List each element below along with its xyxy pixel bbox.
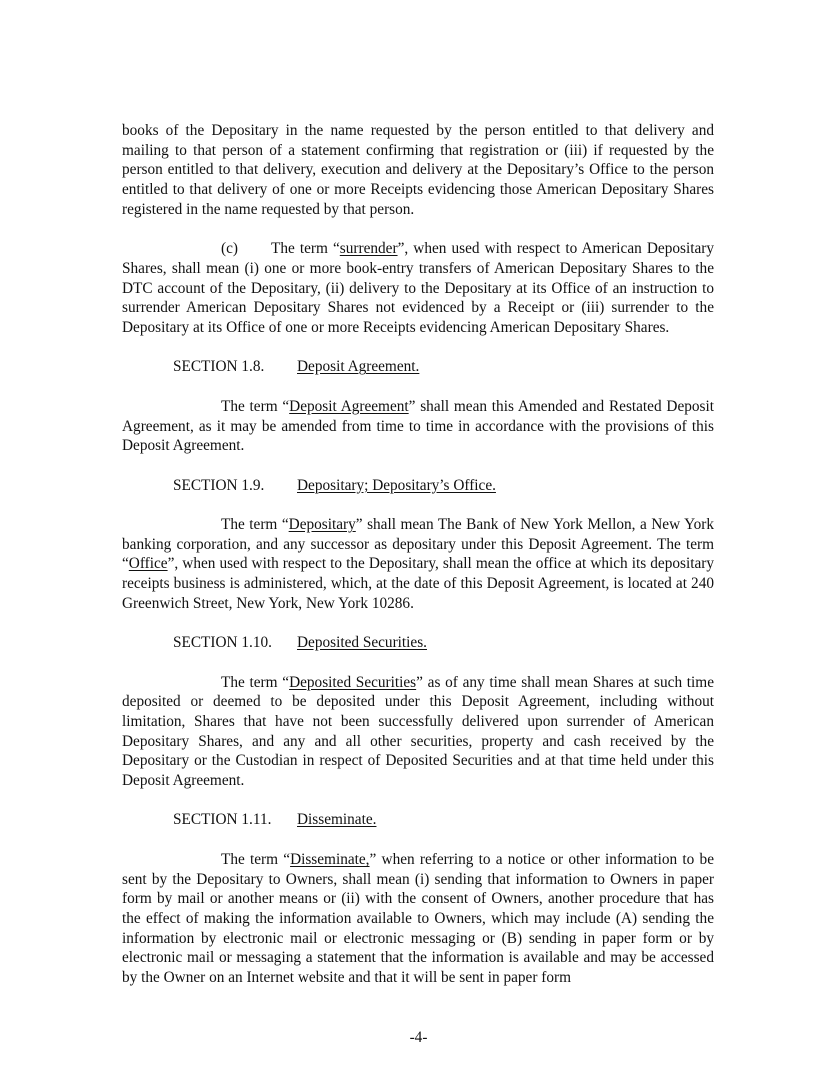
section-number: SECTION 1.9. xyxy=(173,476,265,494)
defined-term-surrender: surrender xyxy=(339,240,398,258)
defined-term-depositary: Depositary xyxy=(288,515,356,533)
defined-term-office: Office xyxy=(128,555,168,573)
defined-term-deposit-agreement: Deposit Agreement xyxy=(289,397,409,415)
section-1-8-paragraph: The term “Deposit Agreement” shall mean this Amended and Restated Deposit Agreement, as it may be amended from time to time in accordance with the provisions of this Deposit Agreement. xyxy=(122,397,714,455)
continuation-paragraph: books of the Depositary in the name requested by the person entitled to that delivery and mailing to that person of a statement confirming that registration or (iii) if requested by the person entitled to that delivery, execution and delivery at the Depositary’s Office to the person entitled to that delivery of one or more Receipts evidencing those American Depositary Shares registered in the name requested by that person. xyxy=(122,122,714,218)
section-number: SECTION 1.11. xyxy=(173,811,272,829)
section-heading-1-8 xyxy=(122,357,714,377)
section-heading-1-10 xyxy=(122,633,714,653)
defined-term-deposited-securities: Deposited Securities xyxy=(289,673,417,691)
section-title: Deposited Securities. xyxy=(297,634,427,652)
clause-c-paragraph: (c) The term “surrender”, when used with respect to American Depositary Shares, shall mean (i) one or more book-entry transfers of American Depositary Shares to the DTC account of the Depositary, (ii) delivery to the Depositary at its Office of an instruction to surrender American Depositary Shares not evidenced by a Receipt or (iii) surrender to the Depositary at its Office of one or more Receipts evidencing American Depositary Shares. xyxy=(122,240,714,337)
section-1-10-paragraph: The term “Deposited Securities” as of any time shall mean Shares at such time deposited or deemed to be deposited under this Deposit Agreement, including without limitation, Shares that have not been successfully delivered upon surrender of American Depositary Shares, and any and all other securities, property and cash received by the Depositary or the Custodian in respect of Deposited Securities and at that time held under this Deposit Agreement. xyxy=(122,673,714,790)
defined-term-disseminate: Disseminate, xyxy=(290,850,370,868)
section-heading-1-9 xyxy=(122,476,714,496)
section-title: Depositary; Depositary’s Office. xyxy=(297,476,496,494)
section-heading-1-11 xyxy=(122,810,714,830)
section-title: Disseminate. xyxy=(297,811,377,829)
page-body xyxy=(122,121,714,988)
page-number: -4- xyxy=(409,1029,428,1046)
section-1-11-paragraph: The term “Disseminate,” when referring to a notice or other information to be sent by the Depositary to Owners, shall mean (i) sending that information to Owners in paper form by mail or another means or (ii) with the consent of Owners, another procedure that has the effect of making the information available to Owners, which may include (A) sending the information by electronic mail or electronic messaging or (B) sending in paper form or by electronic mail or messaging a statement that the information is available and may be accessed by the Owner on an Internet website and that it will be sent in paper form xyxy=(122,850,714,987)
section-number: SECTION 1.10. xyxy=(173,634,273,652)
section-1-9-paragraph: The term “Depositary” shall mean The Bank of New York Mellon, a New York banking corporation, and any successor as depositary under this Deposit Agreement. The term “Office”, when used with respect to the Depositary, shall mean the office at which its depositary receipts business is administered, which, at the date of this Deposit Agreement, is located at 240 Greenwich Street, New York, New York 10286. xyxy=(122,515,714,612)
section-title: Deposit Agreement. xyxy=(297,358,420,376)
section-number: SECTION 1.8. xyxy=(173,358,265,376)
clause-c-label: (c) xyxy=(221,240,238,258)
